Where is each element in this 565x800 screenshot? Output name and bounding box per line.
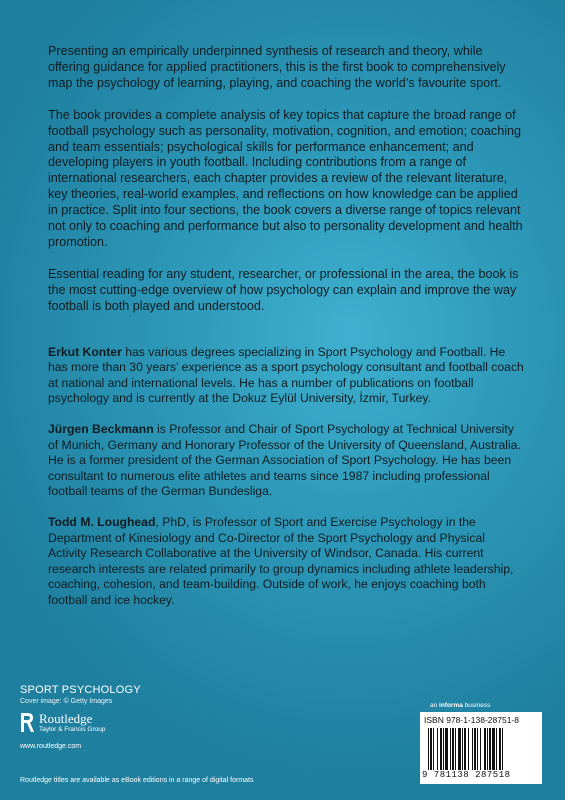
description-paragraph-2: The book provides a complete analysis of key topics that capture the broad range of football psychology such as personality, motivation, cognition, and emotion; coaching and team essentials; psychological skills for performance enhancement; and developing players in youth football. Including contributions from a range of international researchers, each chapter provides a review of the relevant literature, key theories, real-world examples, and reflections on how knowledge can be applied in practice. Split into four sections, the book covers a diverse range of topics relevant not only to coaching and performance but also to personality development and health promotion. — [48, 107, 523, 249]
author-name: Todd M. Loughead — [48, 514, 156, 529]
back-cover-text — [48, 44, 526, 624]
cover-credit: Cover image: © Getty Images — [20, 698, 113, 705]
publisher-footer — [20, 684, 240, 750]
author-bio-text: is Professor and Chair of Sport Psychology at Technical University of Munich, Germany and Honorary Professor of the University of Queensland, Australia. He is a former president of the German Association of Sport Psychology. He has been consultant to numerous elite athletes and teams since 1987 including professional football teams of the German Bundesliga. — [48, 421, 521, 499]
author-bio-konter — [48, 345, 526, 407]
publisher-name: Routledge — [39, 710, 93, 726]
author-bio-text: , PhD, is Professor of Sport and Exercise Psychology in the Department of Kinesiology and Co-Director of the Sport Psychology and Physical Activity Research Collaborative at the University of Windsor, Canada. His current research interests are related primarily to group dynamics including athlete leadership, coaching, cohesion, and team-building. Outside of work, he enjoys coaching both football and ice hockey. — [48, 514, 514, 607]
author-bio-text: has various degrees specializing in Sport Psychology and Football. He has more than 30 years’ experience as a sport psychology consultant and football coach at national and international levels. He has a number of publications on football psychology and is currently at the Dokuz Eylül University, İzmir, Turkey. — [48, 344, 524, 406]
series-name: SPORT PSYCHOLOGY — [20, 684, 141, 696]
author-bio-beckmann — [48, 422, 526, 500]
publisher-logo — [20, 711, 240, 733]
routledge-logo-icon — [20, 711, 34, 733]
isbn-label: ISBN 978-1-138-28751-8 — [424, 715, 519, 725]
author-bio-loughead — [48, 515, 526, 609]
barcode-bars — [428, 728, 536, 770]
description-paragraph-1: Presenting an empirically underpinned synthesis of research and theory, while offering guidance for applied practitioners, this is the first book to comprehensively map the psychology of learning, playing, and coaching the world’s favourite sport. — [48, 44, 506, 90]
ebook-note: Routledge titles are available as eBook editions in a range of digital formats — [20, 777, 254, 784]
publisher-url: www.routledge.com — [20, 743, 82, 750]
author-name: Jürgen Beckmann — [48, 421, 154, 436]
barcode — [420, 712, 542, 784]
informa-business-label: an informa business — [430, 702, 491, 709]
publisher-subtitle: Taylor & Francis Group — [39, 725, 106, 733]
barcode-digits: 9 781138 287518 — [422, 770, 511, 780]
description-paragraph-3: Essential reading for any student, researcher, or professional in the area, the book is the most cutting-edge overview of how psychology can explain and improve the way football is both played and understood. — [48, 266, 519, 313]
author-name: Erkut Konter — [48, 344, 122, 359]
